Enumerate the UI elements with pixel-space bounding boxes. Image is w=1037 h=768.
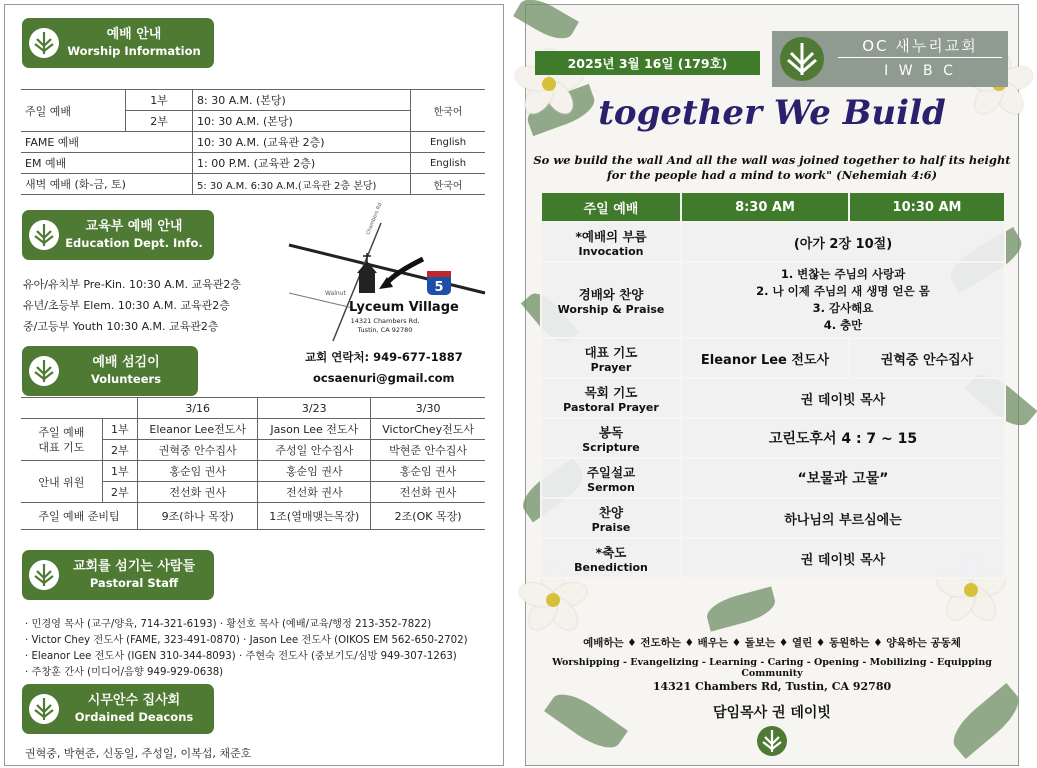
invocation-label (541, 222, 681, 262)
scripture-label (541, 418, 681, 458)
map-place-name: Lyceum Village (349, 300, 459, 315)
pastoral-staff-header (22, 550, 214, 600)
volunteer-cell: 박현준 안수집사 (371, 440, 485, 461)
part-label: 2부 (126, 111, 193, 132)
part-label: 1부 (102, 461, 137, 482)
leaf-decoration (513, 0, 579, 46)
service-name: FAME 예배 (21, 132, 193, 153)
church-name-box (772, 31, 1008, 87)
service-time: 1: 00 P.M. (교육관 2층) (193, 153, 411, 174)
service-name: 새벽 예배 (화-금, 토) (21, 174, 193, 195)
education-line: 유아/유치부 Pre-Kin. 10:30 A.M. 교육관2층 (23, 278, 242, 291)
church-phone: 교회 연락처: 949-677-1887 (305, 350, 463, 364)
service-header: 주일 예배 (541, 192, 681, 222)
hymn-ko: 찬양 (598, 504, 624, 520)
deacons-title-en: Ordained Deacons (74, 710, 194, 724)
staff-line: · 민경영 목사 (교구/양육, 714-321-6193) · 황선호 목사 (예배/교육/행정 213-352-7822) (25, 619, 432, 630)
map-address-line1: 14321 Chambers Rd, (350, 317, 420, 325)
order-of-service-table (540, 191, 1006, 579)
prayer-1030: 권혁중 안수집사 (849, 338, 1005, 378)
church-logo-icon (28, 355, 60, 387)
volunteer-cell: 전선화 권사 (371, 482, 485, 503)
volunteer-cell: 권혁중 안수집사 (138, 440, 258, 461)
service-header: 8:30 AM (681, 192, 849, 222)
volunteer-cell: 홍순임 권사 (258, 461, 371, 482)
road-label: Walnut (325, 290, 346, 297)
staff-line: · 주창훈 간사 (미디어/음향 949-929-0638) (25, 667, 224, 678)
church-logo-icon (756, 725, 788, 757)
church-name: OC 새누리교회 (862, 37, 978, 55)
sermon-en: Sermon (587, 480, 635, 494)
praise-en: Worship & Praise (557, 302, 665, 316)
part-label: 1부 (102, 419, 137, 440)
scripture-ko: 봉독 (598, 424, 624, 440)
sermon-title: “보물과 고물” (681, 458, 1005, 498)
benediction-en: Benediction (574, 560, 648, 574)
benediction-label (541, 538, 681, 578)
church-logo-icon (28, 693, 60, 725)
hymn-en: Praise (591, 520, 631, 534)
date-header: 3/16 (138, 398, 258, 419)
church-abbreviation: I W B C (884, 63, 956, 79)
volunteer-cell: Eleanor Lee전도사 (138, 419, 258, 440)
service-time: 8: 30 A.M. (본당) (193, 90, 411, 111)
education-title-en: Education Dept. Info. (65, 236, 203, 250)
prayer-label (541, 338, 681, 378)
theme-verse-line1: So we build the wall And all the wall was joined together to half its height (533, 153, 1011, 167)
church-logo-icon (28, 219, 60, 251)
prep-team-cell: 1조(열매맺는목장) (258, 503, 371, 530)
hymn-label (541, 498, 681, 538)
service-language: 한국어 (411, 90, 486, 132)
deacons-header (22, 684, 214, 734)
prayer-ko: 대표 기도 (584, 344, 638, 360)
praise-song: 2. 나 이제 주님의 새 생명 얻은 몸 (756, 284, 930, 298)
volunteer-cell: 전선화 권사 (258, 482, 371, 503)
service-name: EM 예배 (21, 153, 193, 174)
staff-line: · Eleanor Lee 전도사 (IGEN 310-344-8093) · 주현숙 전도사 (중보기도/심방 949-307-1263) (25, 651, 457, 662)
worship-info-header (22, 18, 214, 68)
praise-label (541, 262, 681, 338)
freeway-number: 5 (434, 280, 444, 295)
prayer-group-label-a: 주일 예배 (38, 425, 85, 439)
pastoral-prayer-ko: 목회 기도 (584, 384, 638, 400)
praise-song: 3. 감사해요 (812, 301, 874, 315)
sunday-worship-label: 주일 예배 (21, 90, 126, 132)
part-label: 1부 (126, 90, 193, 111)
benediction-ko: *축도 (595, 544, 627, 560)
motto-korean: 예배하는 ♦ 전도하는 ♦ 배우는 ♦ 돌보는 ♦ 열린 ♦ 동원하는 ♦ 양육하는 공동체 (583, 637, 961, 649)
church-logo-icon (28, 559, 60, 591)
service-time: 10: 30 A.M. (교육관 2층) (193, 132, 411, 153)
worship-schedule-table (21, 89, 485, 195)
invocation-ko: *예배의 부름 (575, 228, 647, 244)
church-email[interactable]: ocsaenuri@gmail.com (313, 371, 455, 385)
education-title-ko: 교육부 예배 안내 (85, 219, 183, 234)
prayer-830: Eleanor Lee 전도사 (681, 338, 849, 378)
sermon-ko: 주일설교 (586, 464, 636, 480)
praise-ko: 경배와 찬양 (578, 286, 644, 302)
benediction-value: 권 데이빗 목사 (681, 538, 1005, 578)
service-language: English (411, 153, 486, 174)
church-address: 14321 Chambers Rd, Tustin, CA 92780 (652, 680, 892, 693)
church-building-icon (357, 253, 377, 293)
date-header: 3/30 (371, 398, 485, 419)
scripture-en: Scripture (582, 440, 640, 454)
service-time: 5: 30 A.M. 6:30 A.M.(교육관 2층 본당) (193, 174, 411, 195)
prep-team-cell: 2조(OK 목장) (371, 503, 485, 530)
theme-verse-line2: for the people had a mind to work" (Nehemiah 4:6) (606, 168, 938, 182)
leaf-decoration (704, 586, 779, 631)
pastoral-prayer-value: 권 데이빗 목사 (681, 378, 1005, 418)
volunteers-header (22, 346, 198, 396)
volunteer-cell: Jason Lee 전도사 (258, 419, 371, 440)
volunteers-title-en: Volunteers (90, 372, 162, 386)
staff-title-ko: 교회를 섬기는 사람들 (72, 559, 196, 574)
prayer-group-label (21, 419, 102, 461)
service-language: English (411, 132, 486, 153)
praise-song: 4. 충만 (823, 318, 863, 332)
part-label: 2부 (102, 482, 137, 503)
prep-team-cell: 9조(하나 목장) (138, 503, 258, 530)
worship-title-en: Worship Information (67, 44, 201, 58)
location-map (289, 202, 485, 341)
prayer-en: Prayer (590, 360, 632, 374)
service-language: 한국어 (411, 174, 486, 195)
street-label: Chambers Rd (365, 202, 384, 236)
bulletin-date: 2025년 3월 16일 (179호) (535, 51, 760, 75)
usher-group-label: 안내 위원 (21, 461, 102, 503)
service-header: 10:30 AM (849, 192, 1005, 222)
prep-team-label: 주일 예배 준비팀 (21, 503, 138, 530)
freeway-5-icon (427, 271, 451, 295)
direction-arrow-icon (385, 259, 423, 285)
volunteer-cell: 주성일 안수집사 (258, 440, 371, 461)
date-header: 3/23 (258, 398, 371, 419)
praise-song: 1. 변찮는 주님의 사랑과 (780, 267, 906, 281)
hymn-value: 하나님의 부르심에는 (681, 498, 1005, 538)
education-line: 유년/초등부 Elem. 10:30 A.M. 교육관2층 (23, 299, 230, 312)
worship-title-ko: 예배 안내 (106, 27, 162, 42)
invocation-en: Invocation (578, 244, 644, 258)
prayer-group-label-b: 대표 기도 (38, 440, 85, 454)
theme-title: together We Build (598, 93, 946, 133)
church-logo-icon (778, 35, 826, 83)
left-page (4, 4, 504, 766)
pastoral-prayer-label (541, 378, 681, 418)
education-header (22, 210, 214, 260)
volunteer-cell: 홍순임 권사 (371, 461, 485, 482)
volunteer-cell: 홍순임 권사 (138, 461, 258, 482)
invocation-value: (아가 2장 10절) (681, 222, 1005, 262)
pastoral-prayer-en: Pastoral Prayer (563, 400, 659, 414)
volunteer-cell: VictorChey전도사 (371, 419, 485, 440)
scripture-value: 고린도후서 4 : 7 ~ 15 (681, 418, 1005, 458)
education-line: 중/고등부 Youth 10:30 A.M. 교육관2층 (23, 320, 219, 333)
sermon-label (541, 458, 681, 498)
senior-pastor: 담임목사 권 데이빗 (713, 705, 831, 721)
service-time: 10: 30 A.M. (본당) (193, 111, 411, 132)
volunteers-table (21, 397, 485, 530)
right-page (525, 4, 1019, 766)
staff-line: · Victor Chey 전도사 (FAME, 323-491-0870) · Jason Lee 전도사 (OIKOS EM 562-650-2702) (25, 635, 468, 646)
praise-song-list (681, 262, 1005, 338)
deacon-names: 권혁중, 박현준, 신동일, 주성일, 이복섭, 채준호 (25, 747, 252, 760)
part-label: 2부 (102, 440, 137, 461)
staff-title-en: Pastoral Staff (89, 576, 179, 590)
volunteers-title-ko: 예배 섬김이 (92, 355, 160, 370)
deacons-title-ko: 시무안수 집사회 (87, 693, 181, 708)
map-address-line2: Tustin, CA 92780 (357, 326, 413, 334)
church-logo-icon (28, 27, 60, 59)
motto-english: Worshipping - Evangelizing - Learning - Caring - Opening - Mobilizing - Equipping Community (552, 657, 992, 679)
volunteer-cell: 전선화 권사 (138, 482, 258, 503)
